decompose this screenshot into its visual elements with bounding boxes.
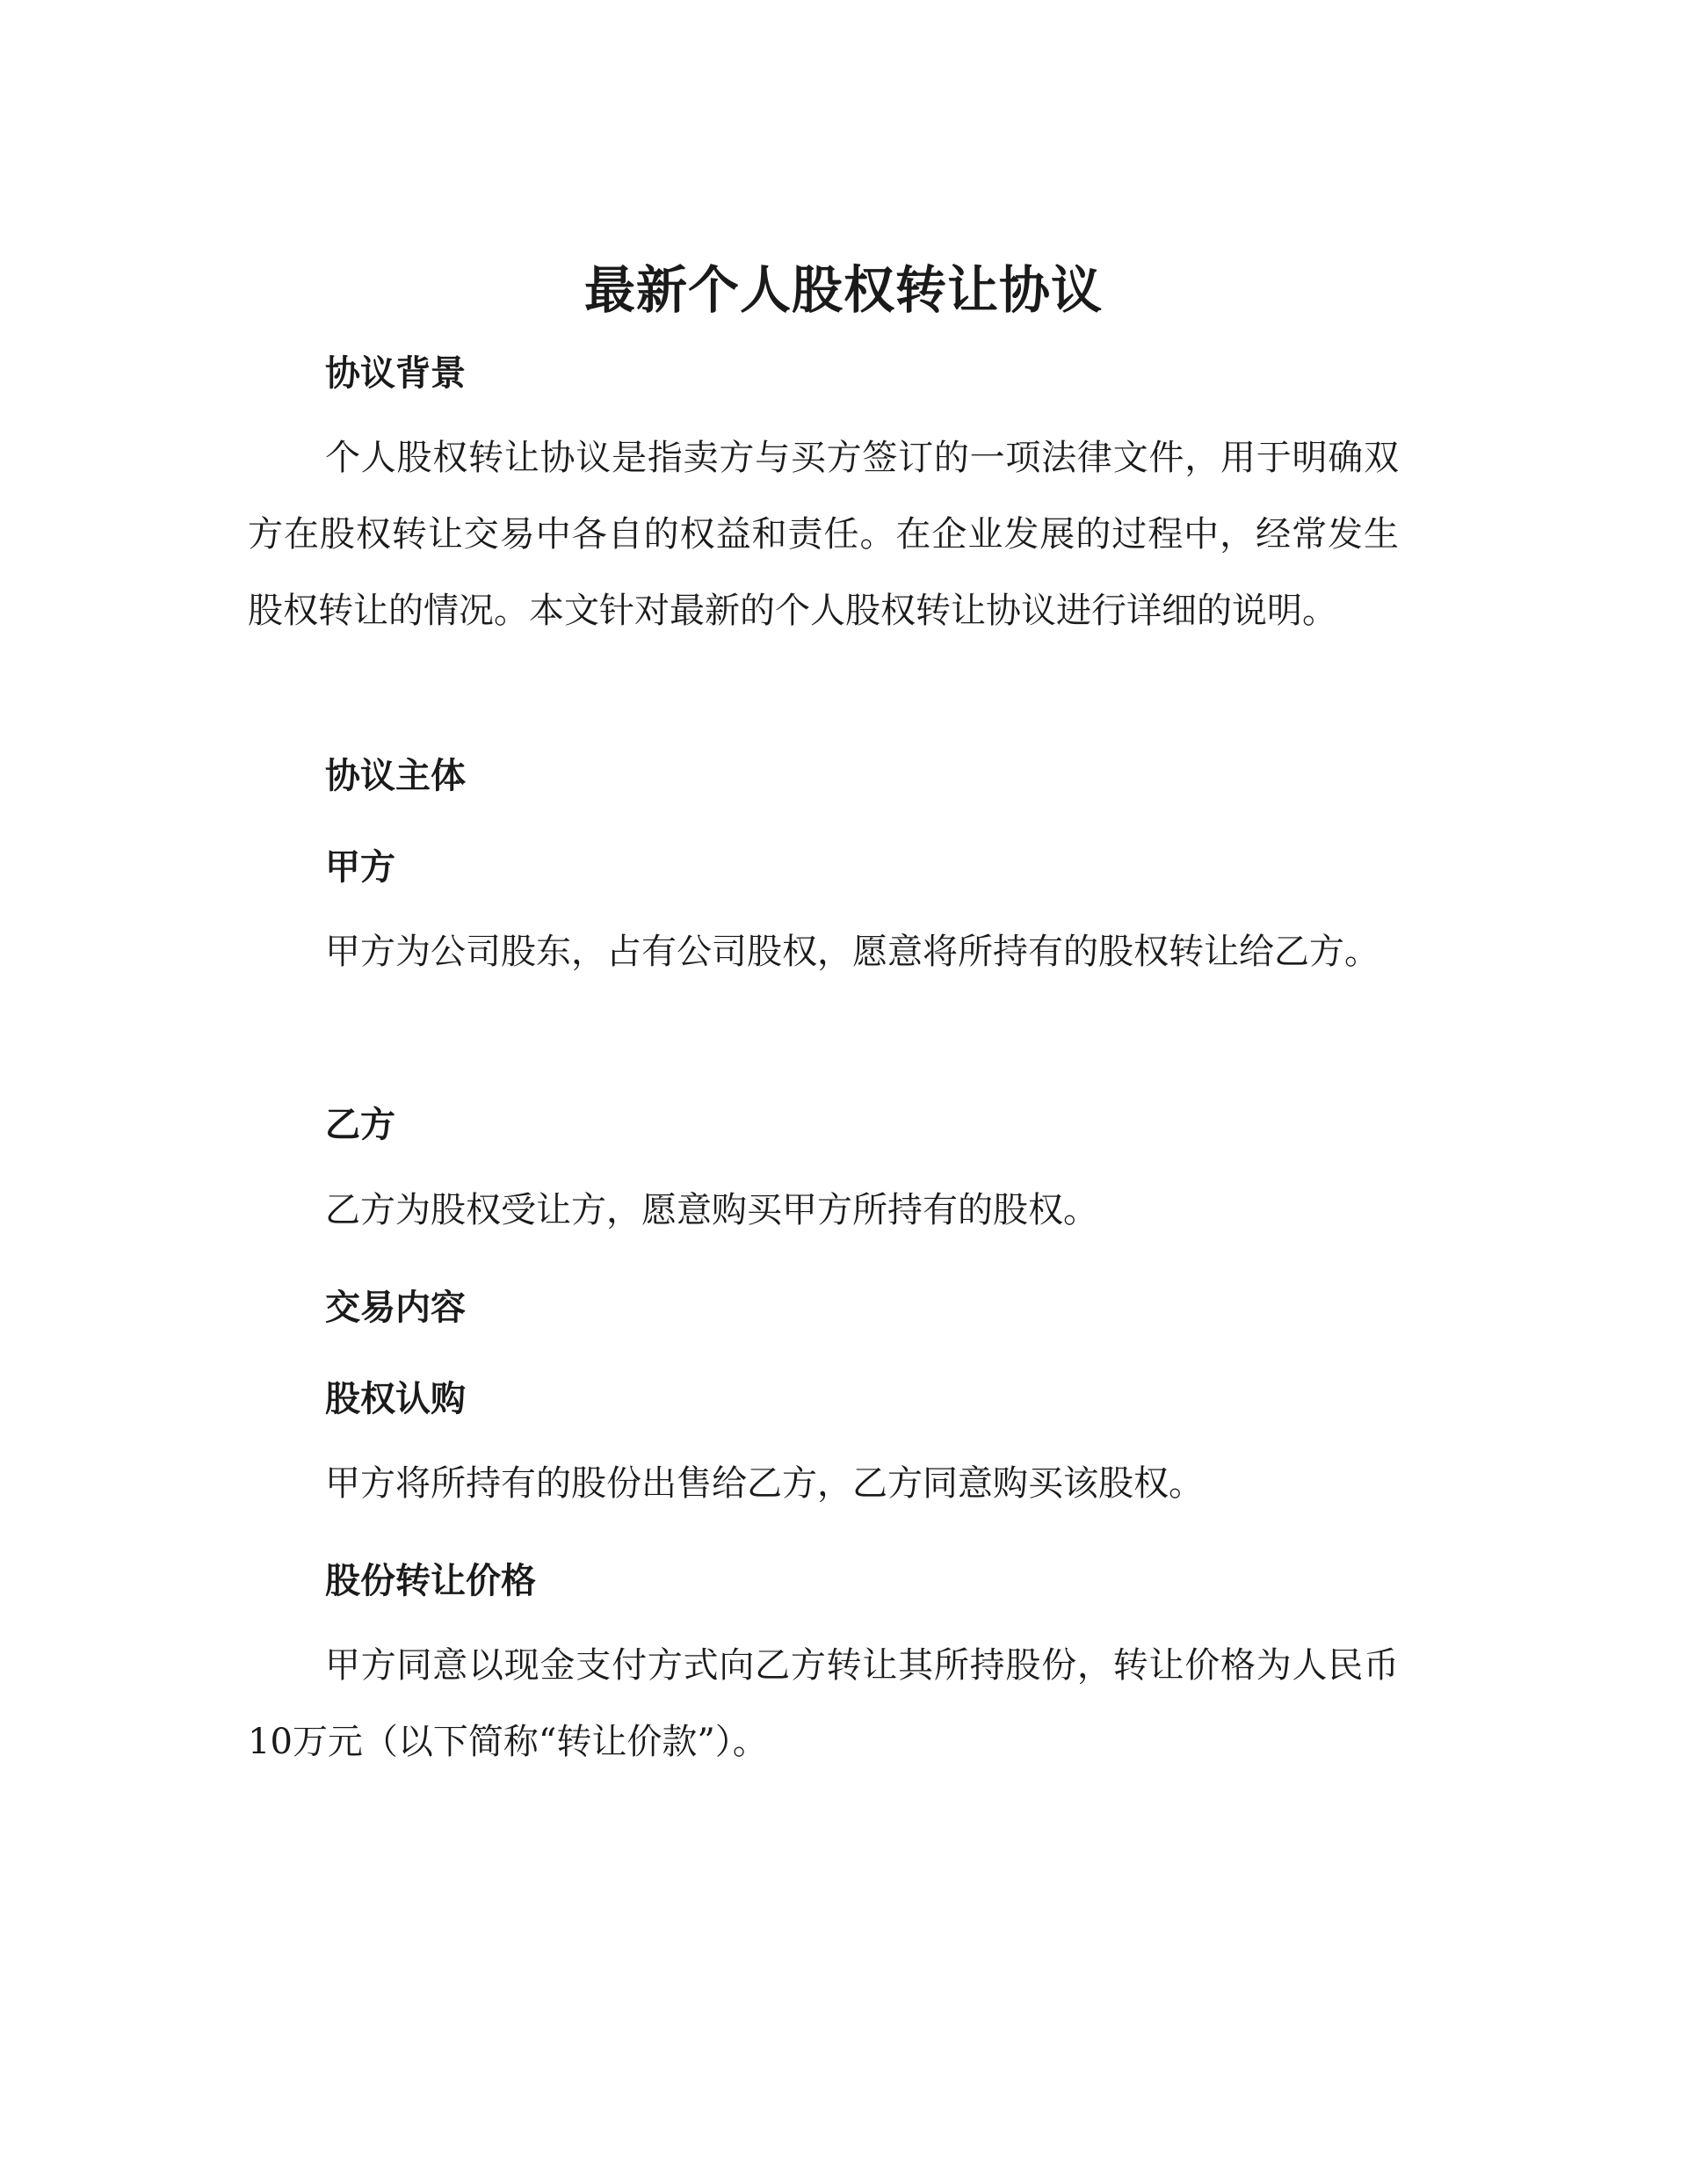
section-heading-parties: 协议主体 xyxy=(325,755,466,796)
subheading-subscription: 股权认购 xyxy=(325,1378,466,1419)
paragraph-price: 甲方同意以现金支付方式向乙方转让其所持股份，转让价格为人民币10万元（以下简称“转让价款”）。 xyxy=(248,1645,1399,1762)
paragraph-party-b: 乙方为股权受让方，愿意购买甲方所持有的股权。 xyxy=(325,1190,1098,1230)
subheading-party-a: 甲方 xyxy=(325,846,395,888)
section-heading-transaction: 交易内容 xyxy=(325,1287,466,1328)
subheading-price: 股份转让价格 xyxy=(325,1560,536,1601)
document-title: 最新个人股权转让协议 xyxy=(583,260,1103,320)
paragraph-subscription: 甲方将所持有的股份出售给乙方，乙方同意购买该股权。 xyxy=(325,1463,1204,1504)
paragraph-background: 个人股权转让协议是指卖方与买方签订的一项法律文件，用于明确双方在股权转让交易中各自的权益和责任。在企业发展的过程中，经常发生股权转让的情况。本文针对最新的个人股权转让协议进行详细的说明。 xyxy=(248,438,1399,631)
section-heading-background: 协议背景 xyxy=(325,352,466,394)
subheading-party-b: 乙方 xyxy=(325,1104,395,1145)
paragraph-party-a: 甲方为公司股东，占有公司股权，愿意将所持有的股权转让给乙方。 xyxy=(325,932,1379,972)
